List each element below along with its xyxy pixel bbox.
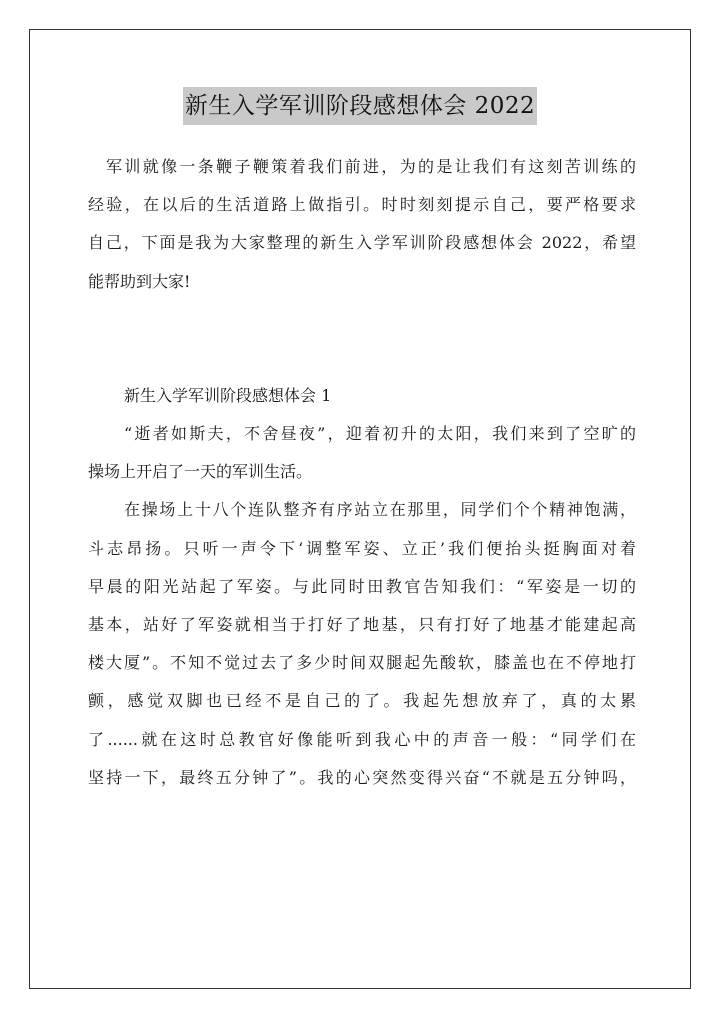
- paragraph-line: 坚持一下，最终五分钟了”。我的心突然变得兴奋“不就是五分钟吗，: [88, 767, 636, 787]
- section-heading: 新生入学军训阶段感想体会 1: [124, 385, 332, 405]
- intro-line: 经验，在以后的生活道路上做指引。时时刻刻提示自己，要严格要求: [88, 195, 636, 215]
- document-body: [88, 148, 636, 797]
- paragraph-line: 颤，感觉双脚也已经不是自己的了。我起先想放弃了，真的太累: [88, 691, 636, 711]
- document-title: 新生入学军训阶段感想体会 2022: [183, 87, 537, 125]
- section-spacer: [88, 301, 636, 377]
- paragraph-line: 早晨的阳光站起了军姿。与此同时田教官告知我们：“军姿是一切的: [88, 576, 636, 596]
- paragraph-line: 楼大厦”。不知不觉过去了多少时间双腿起先酸软，膝盖也在不停地打: [88, 653, 636, 673]
- paragraph-line: 在操场上十八个连队整齐有序站立在那里，同学们个个精神饱满，: [124, 500, 636, 520]
- paragraph-line: 操场上开启了一天的军训生活。: [88, 462, 313, 482]
- title-container: [0, 87, 720, 125]
- intro-line: 军训就像一条鞭子鞭策着我们前进，为的是让我们有这刻苦训练的: [106, 157, 636, 176]
- intro-line: 自己，下面是我为大家整理的新生入学军训阶段感想体会 2022，希望: [88, 233, 636, 253]
- paragraph-2: [88, 491, 636, 797]
- paragraph-line: 斗志昂扬。只听一声令下‘调整军姿、立正’我们便抬头挺胸面对着: [88, 538, 636, 558]
- intro-line: 能帮助到大家!: [88, 271, 191, 291]
- paragraph-line: “逝者如斯夫，不舍昼夜”，迎着初升的太阳，我们来到了空旷的: [124, 424, 636, 444]
- intro-paragraph: [88, 148, 636, 301]
- paragraph-line: 基本，站好了军姿就相当于打好了地基，只有打好了地基才能建起高: [88, 615, 636, 635]
- paragraph-1: [88, 415, 636, 491]
- paragraph-line: 了......就在这时总教官好像能听到我心中的声音一般：“同学们在: [88, 729, 636, 749]
